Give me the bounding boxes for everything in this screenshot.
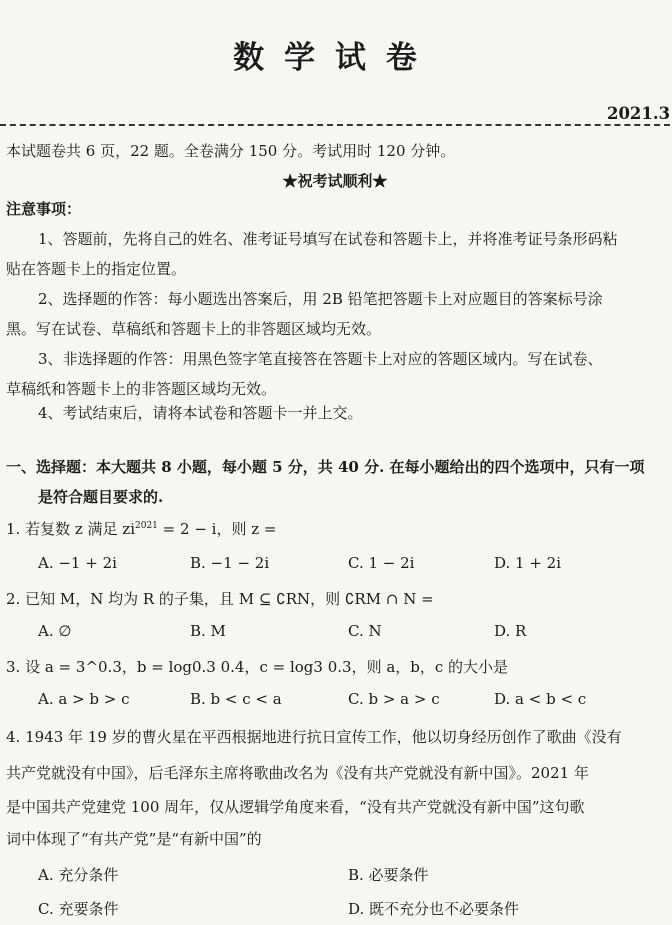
question-4-line-1: 4. 1943 年 19 岁的曹火星在平西根据地进行抗日宣传工作，他以切身经历创作了歌曲《没有 xyxy=(6,728,622,746)
note-2-line-1: 2、选择题的作答：每小题选出答案后，用 2B 铅笔把答题卡上对应题目的答案标号涂 xyxy=(38,290,603,308)
note-3-line-1: 3、非选择题的作答：用黑色签字笔直接答在答题卡上对应的答题区域内。写在试卷、 xyxy=(38,350,603,368)
exam-summary: 本试题卷共 6 页，22 题。全卷满分 150 分。考试用时 120 分钟。 xyxy=(6,142,456,160)
question-4-option-d: D. 既不充分也不必要条件 xyxy=(348,900,520,918)
note-3-line-2: 草稿纸和答题卡上的非答题区域均无效。 xyxy=(6,380,277,398)
exam-date: 2021.3 xyxy=(606,104,670,124)
note-2-line-2: 黑。写在试卷、草稿纸和答题卡上的非答题区域均无效。 xyxy=(6,320,382,338)
question-4-line-4: 词中体现了“有共产党”是“有新中国”的 xyxy=(6,830,262,848)
question-4-option-b: B. 必要条件 xyxy=(348,866,429,884)
exam-title: 数学试卷 xyxy=(233,40,437,76)
question-4-option-a: A. 充分条件 xyxy=(38,866,119,884)
question-2-stem: 2. 已知 M，N 均为 R 的子集，且 M ⊆ ∁RN，则 ∁RM ∩ N = xyxy=(6,590,434,608)
note-1-line-1: 1、答题前，先将自己的姓名、准考证号填写在试卷和答题卡上，并将准考证号条形码粘 xyxy=(38,230,618,248)
question-1-stem xyxy=(6,518,276,539)
question-1-stem-part-b: = 2 − i，则 z = xyxy=(157,520,277,538)
question-1-stem-part-a: 1. 若复数 z 满足 zi xyxy=(6,520,135,538)
notes-heading: 注意事项： xyxy=(6,200,82,218)
question-3-stem: 3. 设 a = 3^0.3，b = log0.3 0.4，c = log3 0.3，则 a，b，c 的大小是 xyxy=(6,658,509,676)
note-1-line-2: 贴在答题卡上的指定位置。 xyxy=(6,260,187,278)
question-2-option-a: A. ∅ xyxy=(38,622,72,640)
question-2-option-c: C. N xyxy=(348,622,382,640)
question-1-option-a: A. −1 + 2i xyxy=(38,554,117,572)
question-1-option-c: C. 1 − 2i xyxy=(348,554,415,572)
section-1-heading-line-1: 一、选择题：本大题共 8 小题，每小题 5 分，共 40 分. 在每小题给出的四个选项中，只有一项 xyxy=(6,458,645,476)
question-1-option-d: D. 1 + 2i xyxy=(494,554,562,572)
question-3-option-b: B. b < c < a xyxy=(190,690,282,708)
section-1-heading-line-2: 是符合题目要求的. xyxy=(38,488,164,506)
question-4-line-3: 是中国共产党建党 100 周年，仅从逻辑学角度来看，“没有共产党就没有新中国”这句歌 xyxy=(6,798,585,816)
header-divider xyxy=(0,124,670,126)
question-3-option-a: A. a > b > c xyxy=(38,690,130,708)
question-2-option-b: B. M xyxy=(190,622,226,640)
question-4-line-2: 共产党就没有中国》，后毛泽东主席将歌曲改名为《没有共产党就没有新中国》。2021 年 xyxy=(6,764,589,782)
question-3-option-c: C. b > a > c xyxy=(348,690,440,708)
question-2-option-d: D. R xyxy=(494,622,527,640)
question-3-option-d: D. a < b < c xyxy=(494,690,587,708)
question-1-option-b: B. −1 − 2i xyxy=(190,554,270,572)
good-luck-line: ★祝考试顺利★ xyxy=(282,172,388,190)
question-4-option-c: C. 充要条件 xyxy=(38,900,119,918)
note-4: 4、考试结束后，请将本试卷和答题卡一并上交。 xyxy=(38,404,363,422)
question-1-exponent: 2021 xyxy=(135,521,158,531)
